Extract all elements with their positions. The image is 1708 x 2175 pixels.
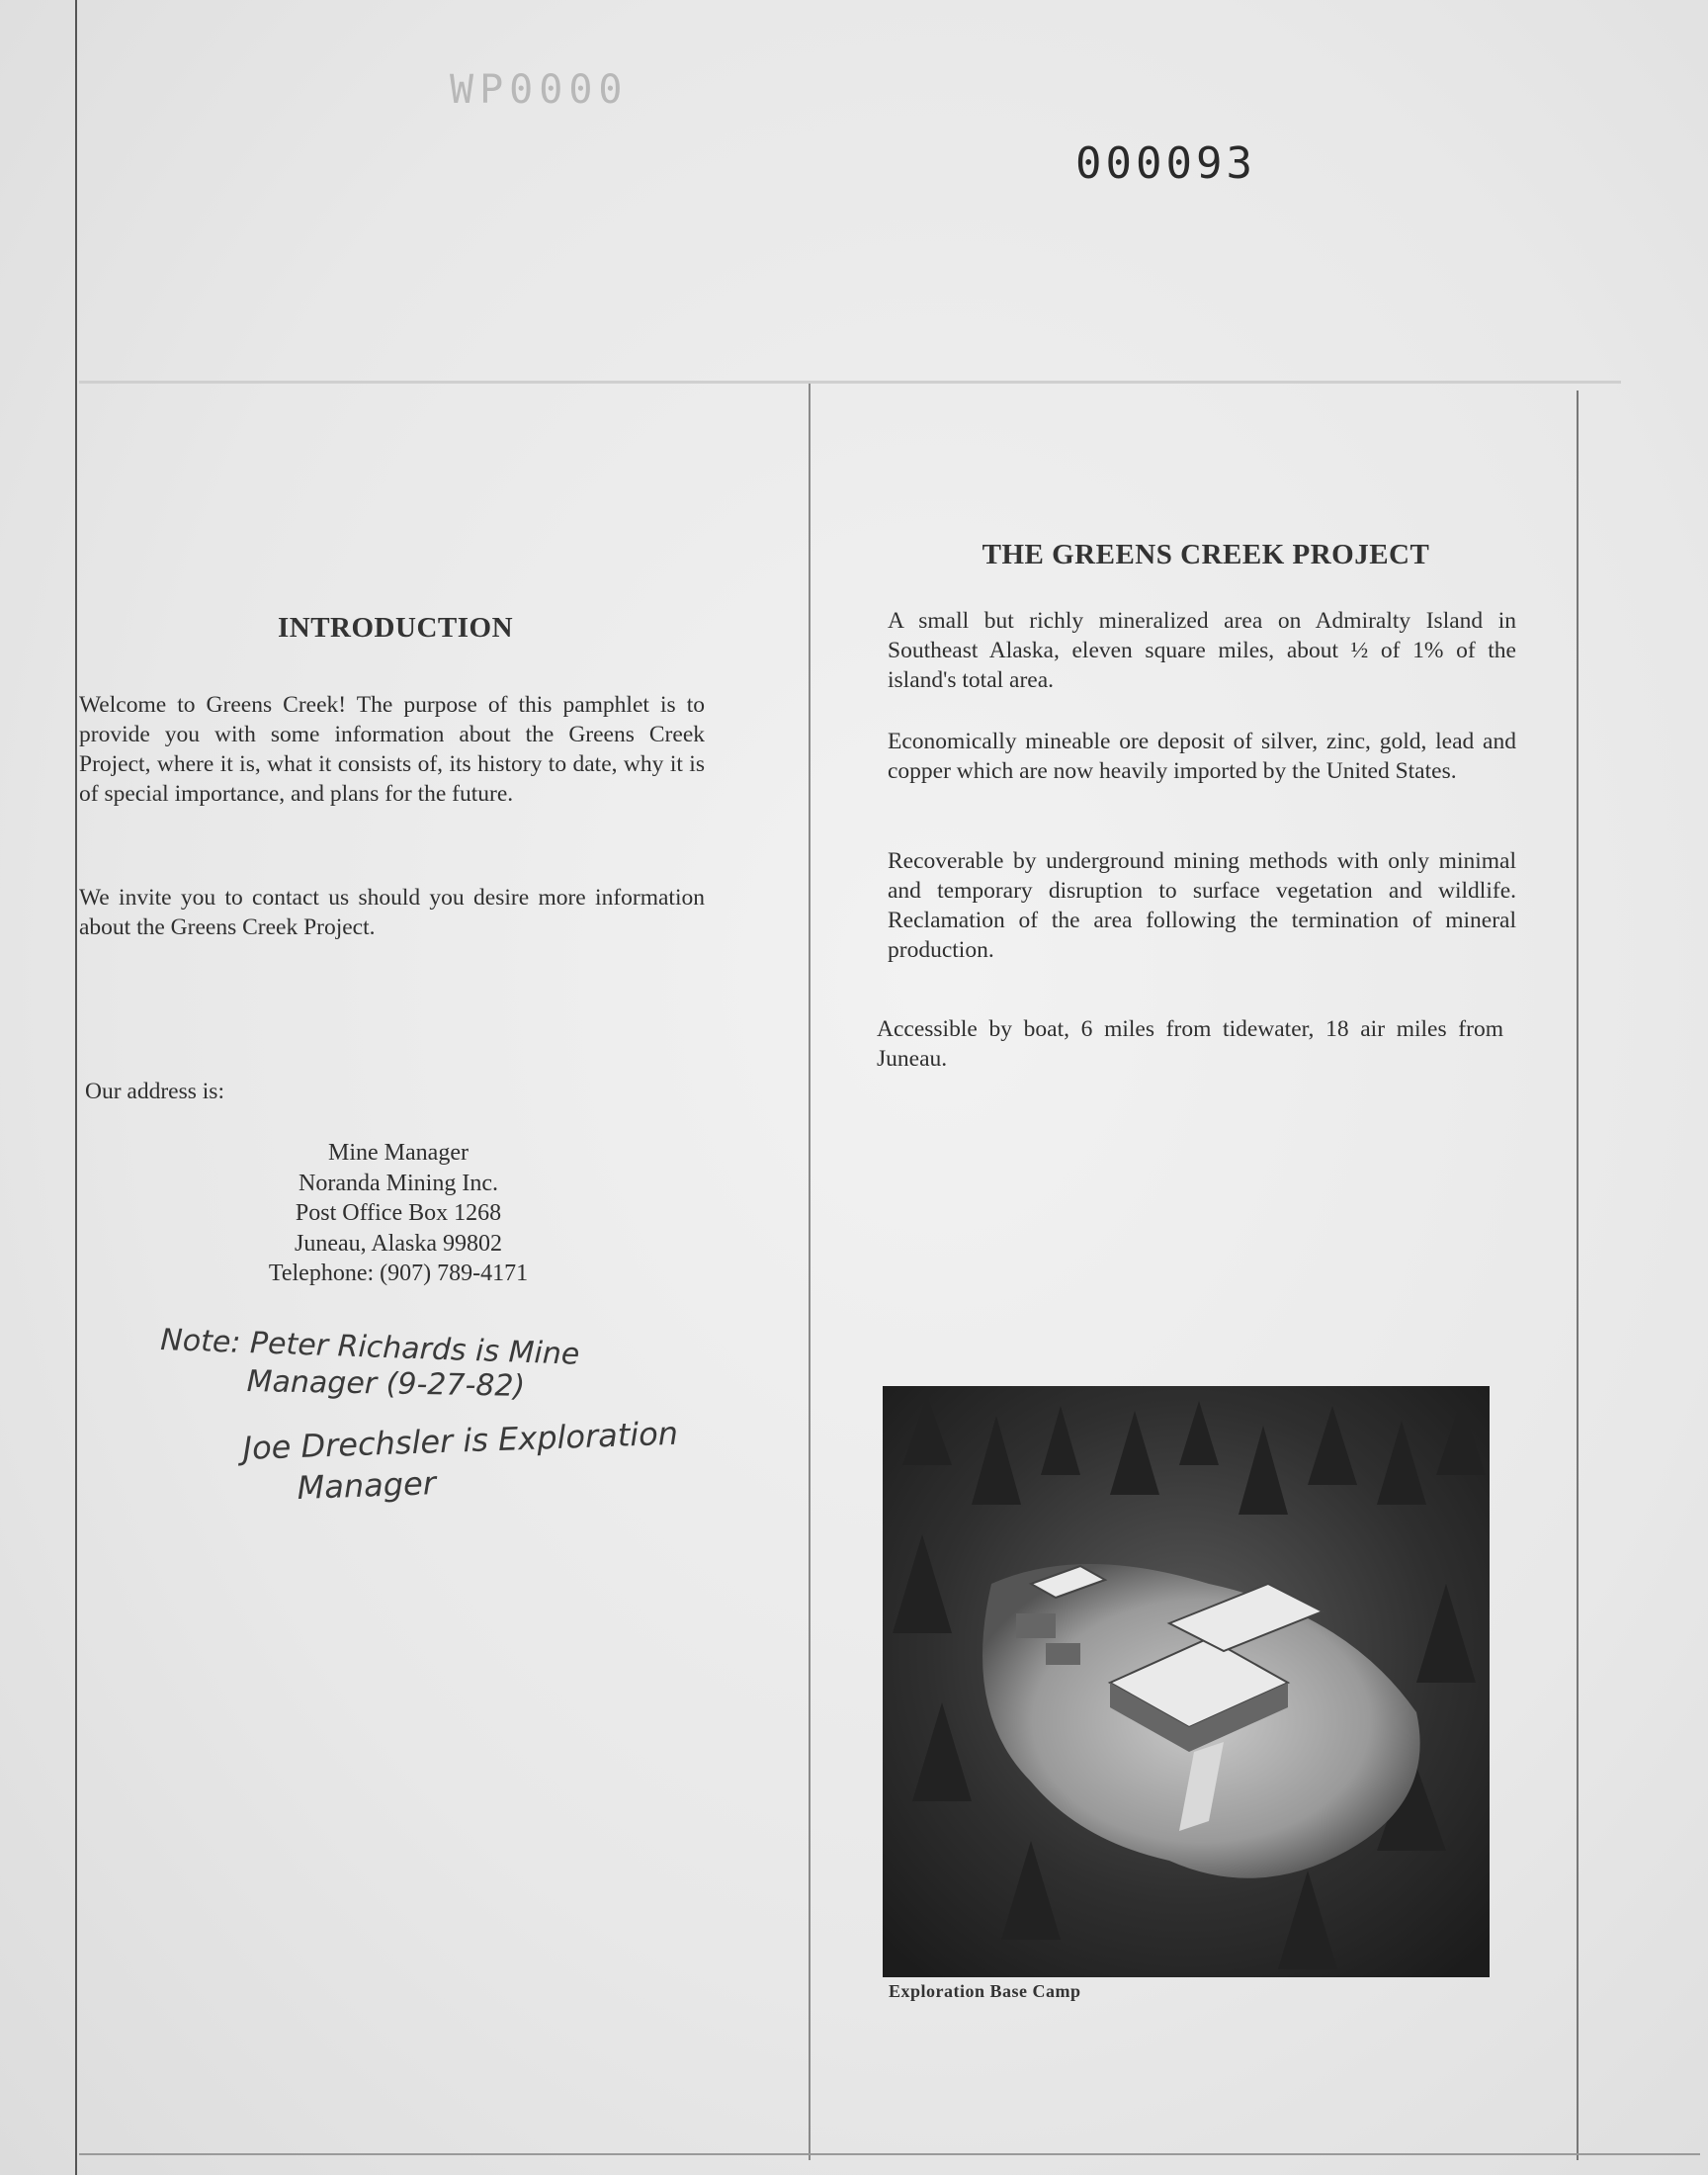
address-line: Post Office Box 1268 (295, 1200, 502, 1226)
telephone-line: Telephone: (907) 789-4171 (268, 1261, 529, 1286)
project-heading: THE GREENS CREEK PROJECT (982, 539, 1430, 570)
address-intro: Our address is: (85, 1079, 224, 1104)
handwritten-note-line-4: Manager (297, 1464, 437, 1507)
left-margin-line (75, 0, 77, 2175)
intro-paragraph-1: Welcome to Greens Creek! The purpose of this pamphlet is to provide you with some information about the Greens Creek Project, where it is, what it consists of, its history to date, why it is of special importance, and plans for the future. (79, 692, 705, 807)
address-line: Mine Manager (328, 1140, 469, 1166)
base-camp-photo (883, 1386, 1490, 1977)
photo-caption: Exploration Base Camp (889, 1981, 1081, 2001)
handwritten-note-line-2: Manager (9-27-82) (246, 1364, 526, 1404)
project-paragraph-1: A small but richly mineralized area on Admiralty Island in Southeast Alaska, eleven square miles, about ½ of 1% of the island's total area. (888, 608, 1516, 693)
base-camp-photo-image (883, 1386, 1490, 1977)
handwritten-note-line-3: Joe Drechsler is Exploration (242, 1414, 679, 1467)
fold-line (809, 381, 811, 2160)
mailing-address (181, 1138, 616, 1289)
faint-stamp: WP0000 (450, 67, 629, 113)
handwritten-note-line-1: Note: Peter Richards is Mine (159, 1323, 580, 1372)
intro-paragraph-2: We invite you to contact us should you desire more information about the Greens Creek Project. (79, 885, 705, 940)
address-line: Noranda Mining Inc. (299, 1170, 498, 1196)
right-edge-line (1577, 391, 1579, 2160)
page-number-stamp: 000093 (1075, 138, 1256, 189)
introduction-heading: INTRODUCTION (277, 612, 514, 644)
project-paragraph-2: Economically mineable ore deposit of silver, zinc, gold, lead and copper which are now heavily imported by the United States. (888, 729, 1516, 784)
project-paragraph-3: Recoverable by underground mining methods with only minimal and temporary disruption to surface vegetation and wildlife. Reclamation of the area following the termination of mineral production. (888, 848, 1516, 963)
project-paragraph-4: Accessible by boat, 6 miles from tidewater, 18 air miles from Juneau. (877, 1016, 1503, 1072)
sheet-bottom-edge (79, 2153, 1700, 2155)
sheet-top-edge (79, 381, 1621, 384)
address-line: Juneau, Alaska 99802 (295, 1230, 502, 1257)
